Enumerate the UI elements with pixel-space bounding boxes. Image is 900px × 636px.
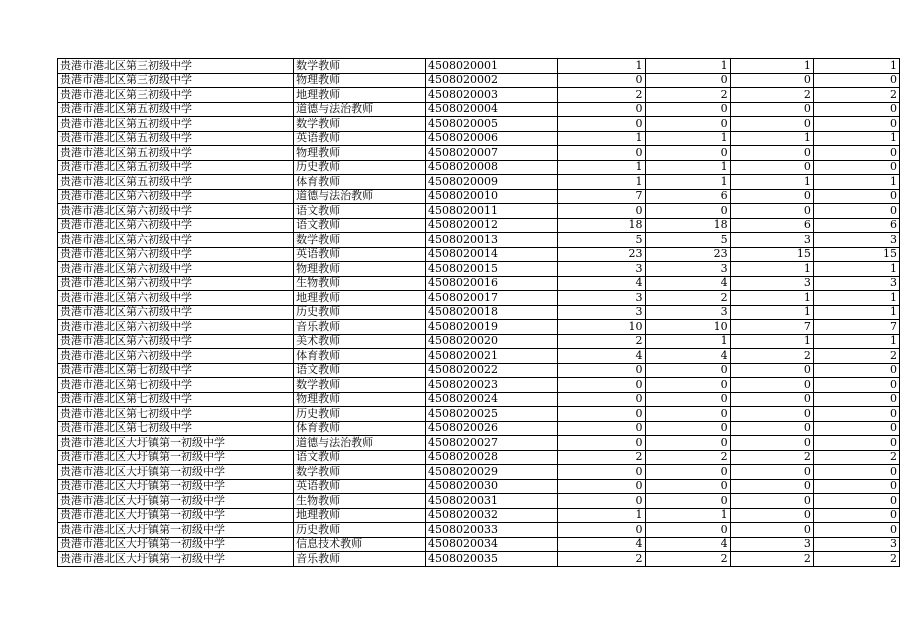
position-cell: 生物教师 — [294, 276, 426, 291]
table-row — [58, 479, 900, 494]
count-cell-1: 0 — [557, 494, 645, 509]
school-name-cell: 贵港市港北区第六初级中学 — [58, 233, 294, 248]
position-code-cell: 4508020017 — [425, 291, 557, 306]
position-cell: 语文教师 — [294, 450, 426, 465]
position-code-cell: 4508020020 — [425, 334, 557, 349]
position-code-cell: 4508020009 — [425, 175, 557, 190]
count-cell-1: 18 — [557, 218, 645, 233]
count-cell-1: 4 — [557, 349, 645, 364]
position-code-cell: 4508020008 — [425, 160, 557, 175]
school-name-cell: 贵港市港北区第六初级中学 — [58, 262, 294, 277]
count-cell-2: 0 — [645, 378, 730, 393]
count-cell-3: 0 — [730, 494, 813, 509]
count-cell-4: 0 — [813, 479, 899, 494]
school-name-cell: 贵港市港北区第五初级中学 — [58, 175, 294, 190]
position-cell: 物理教师 — [294, 146, 426, 161]
count-cell-3: 0 — [730, 146, 813, 161]
position-cell: 历史教师 — [294, 407, 426, 422]
count-cell-2: 0 — [645, 479, 730, 494]
position-cell: 地理教师 — [294, 291, 426, 306]
position-cell: 道德与法治教师 — [294, 102, 426, 117]
count-cell-3: 3 — [730, 233, 813, 248]
table-row — [58, 334, 900, 349]
table-row — [58, 117, 900, 132]
position-cell: 物理教师 — [294, 392, 426, 407]
table-body — [58, 59, 900, 567]
position-code-cell: 4508020025 — [425, 407, 557, 422]
count-cell-4: 0 — [813, 146, 899, 161]
position-code-cell: 4508020005 — [425, 117, 557, 132]
count-cell-1: 5 — [557, 233, 645, 248]
school-name-cell: 贵港市港北区第三初级中学 — [58, 88, 294, 103]
school-name-cell: 贵港市港北区大圩镇第一初级中学 — [58, 494, 294, 509]
count-cell-2: 5 — [645, 233, 730, 248]
count-cell-4: 2 — [813, 349, 899, 364]
count-cell-1: 0 — [557, 392, 645, 407]
position-code-cell: 4508020027 — [425, 436, 557, 451]
count-cell-2: 2 — [645, 552, 730, 567]
count-cell-3: 1 — [730, 59, 813, 74]
count-cell-1: 2 — [557, 552, 645, 567]
position-code-cell: 4508020001 — [425, 59, 557, 74]
table-row — [58, 247, 900, 262]
position-cell: 生物教师 — [294, 494, 426, 509]
position-cell: 地理教师 — [294, 508, 426, 523]
school-name-cell: 贵港市港北区第六初级中学 — [58, 247, 294, 262]
position-cell: 语文教师 — [294, 218, 426, 233]
count-cell-4: 1 — [813, 291, 899, 306]
count-cell-1: 3 — [557, 305, 645, 320]
count-cell-2: 0 — [645, 204, 730, 219]
school-name-cell: 贵港市港北区第六初级中学 — [58, 320, 294, 335]
count-cell-2: 0 — [645, 73, 730, 88]
table-row — [58, 305, 900, 320]
count-cell-2: 18 — [645, 218, 730, 233]
count-cell-2: 0 — [645, 146, 730, 161]
position-cell: 英语教师 — [294, 131, 426, 146]
count-cell-1: 0 — [557, 479, 645, 494]
count-cell-1: 0 — [557, 421, 645, 436]
position-cell: 信息技术教师 — [294, 537, 426, 552]
position-code-cell: 4508020006 — [425, 131, 557, 146]
count-cell-2: 2 — [645, 88, 730, 103]
count-cell-2: 0 — [645, 465, 730, 480]
school-name-cell: 贵港市港北区第七初级中学 — [58, 363, 294, 378]
count-cell-4: 0 — [813, 421, 899, 436]
count-cell-3: 2 — [730, 349, 813, 364]
position-code-cell: 4508020007 — [425, 146, 557, 161]
position-cell: 数学教师 — [294, 378, 426, 393]
table-row — [58, 131, 900, 146]
count-cell-2: 1 — [645, 175, 730, 190]
position-code-cell: 4508020031 — [425, 494, 557, 509]
school-name-cell: 贵港市港北区第六初级中学 — [58, 349, 294, 364]
position-code-cell: 4508020022 — [425, 363, 557, 378]
position-code-cell: 4508020016 — [425, 276, 557, 291]
table-row — [58, 378, 900, 393]
count-cell-4: 0 — [813, 465, 899, 480]
school-name-cell: 贵港市港北区第三初级中学 — [58, 73, 294, 88]
table-row — [58, 102, 900, 117]
table-row — [58, 233, 900, 248]
position-cell: 物理教师 — [294, 262, 426, 277]
school-name-cell: 贵港市港北区第七初级中学 — [58, 407, 294, 422]
count-cell-4: 0 — [813, 436, 899, 451]
count-cell-3: 3 — [730, 276, 813, 291]
school-name-cell: 贵港市港北区第七初级中学 — [58, 392, 294, 407]
school-name-cell: 贵港市港北区第六初级中学 — [58, 305, 294, 320]
count-cell-4: 6 — [813, 218, 899, 233]
count-cell-2: 0 — [645, 407, 730, 422]
table-row — [58, 363, 900, 378]
count-cell-3: 0 — [730, 421, 813, 436]
count-cell-4: 1 — [813, 305, 899, 320]
position-code-cell: 4508020012 — [425, 218, 557, 233]
count-cell-4: 1 — [813, 175, 899, 190]
count-cell-1: 4 — [557, 537, 645, 552]
count-cell-4: 1 — [813, 59, 899, 74]
position-code-cell: 4508020010 — [425, 189, 557, 204]
count-cell-1: 1 — [557, 175, 645, 190]
count-cell-3: 0 — [730, 160, 813, 175]
table-row — [58, 276, 900, 291]
count-cell-3: 0 — [730, 117, 813, 132]
count-cell-2: 3 — [645, 262, 730, 277]
position-cell: 英语教师 — [294, 247, 426, 262]
school-name-cell: 贵港市港北区第七初级中学 — [58, 421, 294, 436]
position-code-cell: 4508020023 — [425, 378, 557, 393]
count-cell-4: 3 — [813, 233, 899, 248]
count-cell-1: 1 — [557, 160, 645, 175]
count-cell-4: 0 — [813, 407, 899, 422]
count-cell-4: 1 — [813, 131, 899, 146]
count-cell-2: 1 — [645, 160, 730, 175]
position-code-cell: 4508020033 — [425, 523, 557, 538]
count-cell-3: 0 — [730, 102, 813, 117]
table-row — [58, 175, 900, 190]
position-cell: 体育教师 — [294, 421, 426, 436]
table-row — [58, 392, 900, 407]
table-row — [58, 262, 900, 277]
table-row — [58, 421, 900, 436]
school-name-cell: 贵港市港北区第五初级中学 — [58, 131, 294, 146]
count-cell-2: 0 — [645, 494, 730, 509]
count-cell-3: 3 — [730, 537, 813, 552]
school-name-cell: 贵港市港北区第六初级中学 — [58, 189, 294, 204]
count-cell-3: 6 — [730, 218, 813, 233]
count-cell-4: 0 — [813, 189, 899, 204]
count-cell-2: 2 — [645, 291, 730, 306]
table-row — [58, 146, 900, 161]
count-cell-2: 1 — [645, 131, 730, 146]
table-row — [58, 204, 900, 219]
position-cell: 数学教师 — [294, 465, 426, 480]
table-row — [58, 73, 900, 88]
count-cell-2: 0 — [645, 523, 730, 538]
position-cell: 历史教师 — [294, 160, 426, 175]
position-cell: 道德与法治教师 — [294, 189, 426, 204]
count-cell-3: 15 — [730, 247, 813, 262]
count-cell-2: 0 — [645, 102, 730, 117]
count-cell-4: 7 — [813, 320, 899, 335]
table-row — [58, 189, 900, 204]
table-row — [58, 436, 900, 451]
count-cell-3: 1 — [730, 262, 813, 277]
table-row — [58, 508, 900, 523]
count-cell-3: 0 — [730, 523, 813, 538]
position-cell: 数学教师 — [294, 59, 426, 74]
school-name-cell: 贵港市港北区大圩镇第一初级中学 — [58, 479, 294, 494]
position-code-cell: 4508020028 — [425, 450, 557, 465]
position-cell: 体育教师 — [294, 349, 426, 364]
count-cell-4: 0 — [813, 363, 899, 378]
school-name-cell: 贵港市港北区第六初级中学 — [58, 276, 294, 291]
position-code-cell: 4508020014 — [425, 247, 557, 262]
count-cell-1: 0 — [557, 523, 645, 538]
position-cell: 历史教师 — [294, 305, 426, 320]
school-name-cell: 贵港市港北区大圩镇第一初级中学 — [58, 436, 294, 451]
school-name-cell: 贵港市港北区第六初级中学 — [58, 218, 294, 233]
count-cell-3: 0 — [730, 392, 813, 407]
count-cell-2: 1 — [645, 334, 730, 349]
position-cell: 语文教师 — [294, 204, 426, 219]
count-cell-3: 2 — [730, 88, 813, 103]
count-cell-3: 0 — [730, 479, 813, 494]
count-cell-4: 15 — [813, 247, 899, 262]
position-code-cell: 4508020032 — [425, 508, 557, 523]
table-row — [58, 537, 900, 552]
count-cell-3: 0 — [730, 508, 813, 523]
position-code-cell: 4508020035 — [425, 552, 557, 567]
count-cell-4: 3 — [813, 276, 899, 291]
position-cell: 数学教师 — [294, 233, 426, 248]
school-name-cell: 贵港市港北区大圩镇第一初级中学 — [58, 465, 294, 480]
count-cell-3: 1 — [730, 131, 813, 146]
count-cell-3: 2 — [730, 450, 813, 465]
count-cell-4: 1 — [813, 262, 899, 277]
school-name-cell: 贵港市港北区第五初级中学 — [58, 146, 294, 161]
count-cell-1: 7 — [557, 189, 645, 204]
count-cell-3: 1 — [730, 291, 813, 306]
count-cell-4: 3 — [813, 537, 899, 552]
table-row — [58, 291, 900, 306]
position-code-cell: 4508020013 — [425, 233, 557, 248]
count-cell-4: 0 — [813, 508, 899, 523]
count-cell-1: 1 — [557, 59, 645, 74]
school-name-cell: 贵港市港北区第五初级中学 — [58, 160, 294, 175]
count-cell-1: 0 — [557, 102, 645, 117]
position-code-cell: 4508020019 — [425, 320, 557, 335]
count-cell-4: 0 — [813, 160, 899, 175]
count-cell-3: 0 — [730, 378, 813, 393]
count-cell-4: 0 — [813, 378, 899, 393]
count-cell-4: 0 — [813, 494, 899, 509]
count-cell-1: 0 — [557, 363, 645, 378]
count-cell-3: 1 — [730, 334, 813, 349]
count-cell-4: 2 — [813, 552, 899, 567]
count-cell-2: 4 — [645, 276, 730, 291]
table-row — [58, 88, 900, 103]
count-cell-1: 2 — [557, 450, 645, 465]
table-row — [58, 349, 900, 364]
count-cell-2: 0 — [645, 436, 730, 451]
position-code-cell: 4508020030 — [425, 479, 557, 494]
count-cell-2: 0 — [645, 421, 730, 436]
count-cell-1: 1 — [557, 508, 645, 523]
position-cell: 美术教师 — [294, 334, 426, 349]
count-cell-2: 10 — [645, 320, 730, 335]
count-cell-3: 0 — [730, 189, 813, 204]
school-name-cell: 贵港市港北区大圩镇第一初级中学 — [58, 508, 294, 523]
table-row — [58, 59, 900, 74]
school-name-cell: 贵港市港北区第三初级中学 — [58, 59, 294, 74]
position-cell: 音乐教师 — [294, 320, 426, 335]
count-cell-1: 23 — [557, 247, 645, 262]
count-cell-3: 2 — [730, 552, 813, 567]
count-cell-4: 1 — [813, 334, 899, 349]
school-name-cell: 贵港市港北区大圩镇第一初级中学 — [58, 552, 294, 567]
position-code-cell: 4508020029 — [425, 465, 557, 480]
count-cell-1: 3 — [557, 291, 645, 306]
count-cell-3: 1 — [730, 175, 813, 190]
position-code-cell: 4508020004 — [425, 102, 557, 117]
count-cell-2: 6 — [645, 189, 730, 204]
recruitment-table — [57, 58, 900, 567]
count-cell-2: 2 — [645, 450, 730, 465]
count-cell-3: 7 — [730, 320, 813, 335]
count-cell-2: 1 — [645, 59, 730, 74]
count-cell-3: 1 — [730, 305, 813, 320]
table-row — [58, 465, 900, 480]
count-cell-2: 3 — [645, 305, 730, 320]
count-cell-4: 0 — [813, 73, 899, 88]
school-name-cell: 贵港市港北区第五初级中学 — [58, 102, 294, 117]
school-name-cell: 贵港市港北区第六初级中学 — [58, 204, 294, 219]
count-cell-1: 4 — [557, 276, 645, 291]
position-cell: 语文教师 — [294, 363, 426, 378]
count-cell-2: 0 — [645, 117, 730, 132]
count-cell-2: 0 — [645, 392, 730, 407]
table-row — [58, 494, 900, 509]
school-name-cell: 贵港市港北区大圩镇第一初级中学 — [58, 523, 294, 538]
table-row — [58, 160, 900, 175]
count-cell-3: 0 — [730, 436, 813, 451]
position-code-cell: 4508020018 — [425, 305, 557, 320]
table-row — [58, 450, 900, 465]
school-name-cell: 贵港市港北区第五初级中学 — [58, 117, 294, 132]
school-name-cell: 贵港市港北区大圩镇第一初级中学 — [58, 450, 294, 465]
count-cell-4: 2 — [813, 450, 899, 465]
position-code-cell: 4508020011 — [425, 204, 557, 219]
table-row — [58, 320, 900, 335]
count-cell-1: 10 — [557, 320, 645, 335]
count-cell-3: 0 — [730, 73, 813, 88]
count-cell-4: 0 — [813, 204, 899, 219]
count-cell-4: 0 — [813, 117, 899, 132]
count-cell-1: 0 — [557, 465, 645, 480]
position-cell: 音乐教师 — [294, 552, 426, 567]
count-cell-1: 0 — [557, 204, 645, 219]
count-cell-3: 0 — [730, 363, 813, 378]
count-cell-2: 0 — [645, 363, 730, 378]
count-cell-1: 0 — [557, 378, 645, 393]
count-cell-2: 4 — [645, 349, 730, 364]
table-row — [58, 523, 900, 538]
count-cell-3: 0 — [730, 407, 813, 422]
count-cell-3: 0 — [730, 465, 813, 480]
position-code-cell: 4508020003 — [425, 88, 557, 103]
school-name-cell: 贵港市港北区大圩镇第一初级中学 — [58, 537, 294, 552]
count-cell-2: 4 — [645, 537, 730, 552]
position-cell: 物理教师 — [294, 73, 426, 88]
count-cell-4: 0 — [813, 102, 899, 117]
count-cell-4: 2 — [813, 88, 899, 103]
count-cell-3: 0 — [730, 204, 813, 219]
school-name-cell: 贵港市港北区第六初级中学 — [58, 291, 294, 306]
position-code-cell: 4508020021 — [425, 349, 557, 364]
count-cell-4: 0 — [813, 392, 899, 407]
table-row — [58, 407, 900, 422]
count-cell-1: 2 — [557, 88, 645, 103]
school-name-cell: 贵港市港北区第七初级中学 — [58, 378, 294, 393]
position-code-cell: 4508020034 — [425, 537, 557, 552]
position-cell: 历史教师 — [294, 523, 426, 538]
position-code-cell: 4508020024 — [425, 392, 557, 407]
table-row — [58, 218, 900, 233]
position-cell: 道德与法治教师 — [294, 436, 426, 451]
position-code-cell: 4508020015 — [425, 262, 557, 277]
count-cell-2: 1 — [645, 508, 730, 523]
position-code-cell: 4508020026 — [425, 421, 557, 436]
count-cell-1: 0 — [557, 407, 645, 422]
position-code-cell: 4508020002 — [425, 73, 557, 88]
count-cell-1: 1 — [557, 131, 645, 146]
count-cell-1: 0 — [557, 73, 645, 88]
position-cell: 体育教师 — [294, 175, 426, 190]
count-cell-2: 23 — [645, 247, 730, 262]
position-cell: 地理教师 — [294, 88, 426, 103]
position-cell: 数学教师 — [294, 117, 426, 132]
count-cell-1: 3 — [557, 262, 645, 277]
school-name-cell: 贵港市港北区第六初级中学 — [58, 334, 294, 349]
count-cell-1: 0 — [557, 117, 645, 132]
count-cell-1: 2 — [557, 334, 645, 349]
count-cell-1: 0 — [557, 146, 645, 161]
count-cell-4: 0 — [813, 523, 899, 538]
count-cell-1: 0 — [557, 436, 645, 451]
position-cell: 英语教师 — [294, 479, 426, 494]
table-row — [58, 552, 900, 567]
